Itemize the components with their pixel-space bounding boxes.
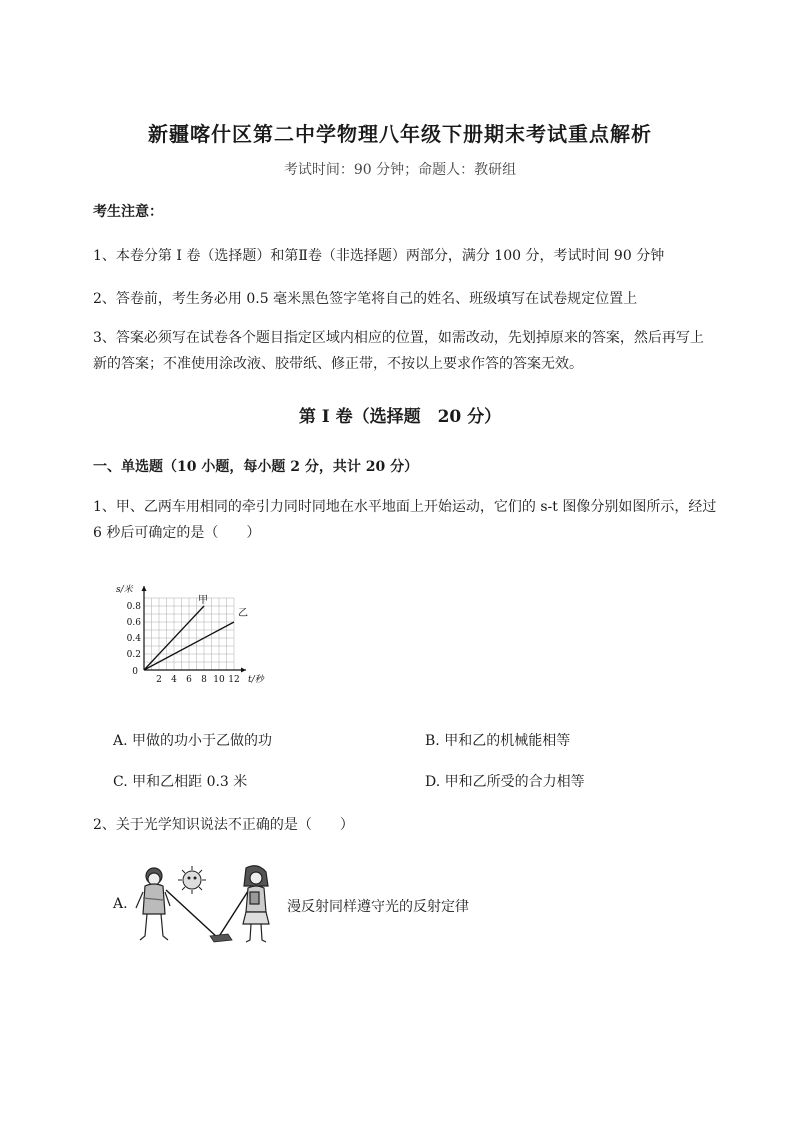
diffuse-reflection-illustration	[130, 862, 280, 952]
q2-option-a-label[interactable]: A.	[113, 896, 128, 912]
question-2-stem: 2、关于光学知识说法不正确的是（ ）	[93, 817, 354, 833]
y-axis-arrow	[142, 586, 147, 591]
notice-item-2: 2、答卷前，考生务必用 0.5 毫米黑色签字笔将自己的姓名、班级填写在试卷规定位置上	[93, 291, 638, 307]
notice-heading: 考生注意：	[93, 204, 163, 220]
q1-option-d[interactable]: D. 甲和乙所受的合力相等	[425, 774, 585, 790]
x-tick-label: 6	[186, 675, 192, 685]
reflecting-surface	[210, 934, 232, 942]
girl-figure	[243, 866, 269, 942]
y-tick-label: 0.4	[126, 634, 141, 644]
x-tick-label: 10	[213, 675, 225, 685]
series-label-2: 乙	[238, 608, 248, 619]
x-tick-label: 8	[201, 675, 207, 685]
part-title: 一、单选题（10 小题，每小题 2 分，共计 20 分）	[93, 459, 419, 475]
q1-option-b[interactable]: B. 甲和乙的机械能相等	[425, 733, 571, 749]
origin-label: 0	[132, 667, 138, 677]
series-label-1: 甲	[198, 595, 208, 606]
x-axis-label: t/秒	[248, 675, 264, 685]
y-axis-label: s/米	[116, 585, 133, 595]
notice-item-3: 3、答案必须写在试卷各个题目指定区域内相应的位置，如需改动，先划掉原来的答案，然后再写上新的答案；不准使用涂改液、胶带纸、修正带，不按以上要求作答的答案无效。	[93, 330, 704, 372]
st-graph	[112, 572, 272, 692]
x-axis-arrow	[241, 668, 246, 673]
y-tick-label: 0.2	[126, 650, 141, 660]
section-title: 第 I 卷（选择题 20 分）	[298, 407, 502, 427]
y-tick-label: 0.8	[126, 602, 141, 612]
q1-option-c[interactable]: C. 甲和乙相距 0.3 米	[113, 774, 248, 790]
boy-figure	[136, 868, 170, 940]
y-tick-label: 0.6	[126, 618, 141, 628]
x-tick-label: 2	[156, 675, 162, 685]
page-title: 新疆喀什区第二中学物理八年级下册期末考试重点解析	[148, 122, 652, 146]
sun-icon	[178, 866, 206, 894]
notice-item-1: 1、本卷分第 I 卷（选择题）和第Ⅱ卷（非选择题）两部分，满分 100 分，考试时间 90 分钟	[93, 248, 665, 264]
q2-option-a-text[interactable]: 漫反射同样遵守光的反射定律	[287, 899, 469, 915]
x-tick-label: 12	[228, 675, 240, 685]
exam-info: 考试时间：90 分钟；命题人：教研组	[283, 162, 517, 178]
x-tick-label: 4	[171, 675, 177, 685]
q1-option-a[interactable]: A. 甲做的功小于乙做的功	[113, 733, 273, 749]
question-1-stem: 1、甲、乙两车用相同的牵引力同时同地在水平地面上开始运动，它们的 s-t 图像分别如图所示，经过 6 秒后可确定的是（ ）	[93, 499, 717, 541]
light-rays	[166, 888, 250, 938]
